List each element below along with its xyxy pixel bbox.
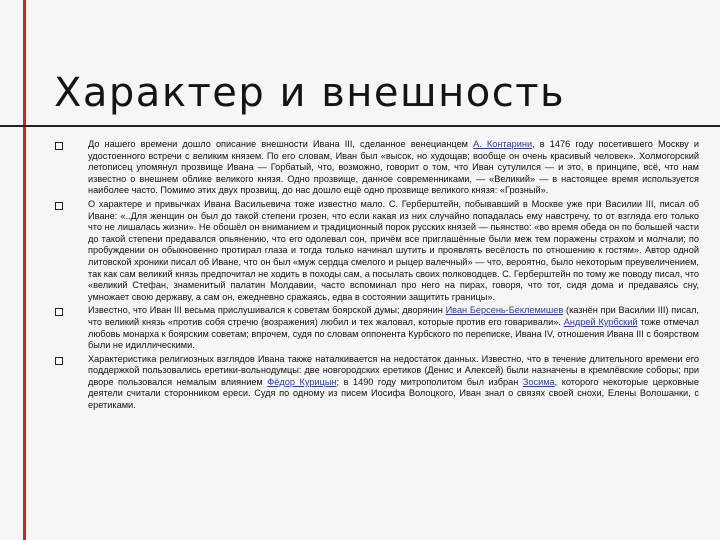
bullet-item bbox=[54, 199, 699, 303]
bullet-item bbox=[54, 354, 699, 412]
paragraph-text bbox=[88, 139, 699, 195]
inline-link[interactable]: Зосима bbox=[522, 376, 555, 387]
accent-vertical-line bbox=[23, 0, 26, 540]
paragraph-text bbox=[88, 354, 699, 410]
slide-content bbox=[54, 139, 699, 414]
inline-link[interactable]: Фёдор Курицын bbox=[267, 376, 337, 387]
text-run: (казнён при Василии III) писал, что великий князь «против собя стречю (возражения) любил и тех жаловал, которые против его говаривали». bbox=[88, 305, 699, 327]
inline-link[interactable]: А. Контарини bbox=[473, 139, 533, 149]
text-run: ; в 1490 году митрополитом был избран bbox=[336, 376, 523, 387]
paragraph-text bbox=[88, 305, 699, 350]
text-run: тоже отмечал любовь монарха к боярским советам; впрочем, судя по словам оппонента Курбского по переписке, Ивана IV, отношения Ивана III с боярством были не идиллическими. bbox=[88, 316, 699, 351]
inline-link[interactable]: Андрей Курбский bbox=[563, 316, 638, 327]
slide-title: Характер и внешность bbox=[54, 70, 566, 116]
bullet-item bbox=[54, 305, 699, 351]
bullet-item bbox=[54, 139, 699, 197]
title-underline bbox=[0, 125, 720, 127]
text-run: Известно, что Иван III весьма прислушивался к советам боярской думы; дворянин bbox=[88, 305, 446, 316]
square-bullet-icon bbox=[55, 202, 63, 210]
text-run: , которого некоторые церковные деятели считали сторонником ереси. Судя по одному из писем Иосифа Волоцкого, Иван знал о связях своей снохи, Елены Волошанки, с еретиками. bbox=[88, 376, 699, 411]
text-run: , в 1476 году посетившего Москву и удостоенного встречи с великим князем. По его словам, Иван был «высок, но худощав; вообще он очень красивый человек». Холмогорский летописец упомянул прозвище Ивана — Горбатый, что, возможно, говорит о том, что Иван сутулился — и это, в принципе, всё, что нам известно о внешнем облике великого князя. Одно прозвище, данное современниками, — «Великий» — в настоящее время используется наиболее часто. Помимо этих двух прозвищ, до нас дошло ещё одно прозвище великого князя: «Грозный». bbox=[88, 139, 699, 196]
paragraph-text bbox=[88, 199, 699, 302]
inline-link[interactable]: Иван Берсень-Беклемишев bbox=[445, 305, 564, 316]
square-bullet-icon bbox=[55, 357, 63, 365]
square-bullet-icon bbox=[55, 308, 63, 316]
text-run: Характеристика религиозных взглядов Ивана также наталкивается на недостаток данных. Известно, что в течение длительного времени его поддержкой пользовались еретики-вольнодумцы: две новгородских еретиков (Денис и Алексей) были назначены в кремлёвские соборы; при дворе пользовался немалым влиянием bbox=[88, 353, 699, 387]
text-run: До нашего времени дошло описание внешности Ивана III, сделанное венецианцем bbox=[88, 139, 474, 149]
square-bullet-icon bbox=[55, 142, 63, 150]
text-run: О характере и привычках Ивана Васильевича тоже известно мало. С. Герберштейн, побывавший в Москве уже при Василии III, писал об Иване: «..Для женщин он был до такой степени грозен, что если какая из них случайно попадалась ему навстречу, то от взгляда его только что не лишалась жизни». Не обошёл он вниманием и традиционный порок русских князей — пьянство: «во время обеда он по большей части до такой степени предавался опьянению, что его одолевал сон, причём все приглашённые были меж тем поражены страхом и молчали; по пробуждении он обыкновенно протирал глаза и тогда только начинал шутить и проявлять весёлость по отношению к гостям». Автор одной литовской хроники писал об Иване, что он был «муж сердца смелого и рыцер валечный» — что, вероятно, было некоторым преувеличением, так как сам великий князь предпочитал не ходить в походы сам, а посылать своих полководцев. С. Герберштейн по тому же поводу писал, что «великий Стефан, знаменитый палатин Молдавии, часто вспоминал про него на пирах, говоря, что тот, сидя дома и предаваясь сну, умножает свою державу, а сам он, ежедневно сражаясь, едва в состоянии защитить границы». bbox=[88, 198, 699, 302]
